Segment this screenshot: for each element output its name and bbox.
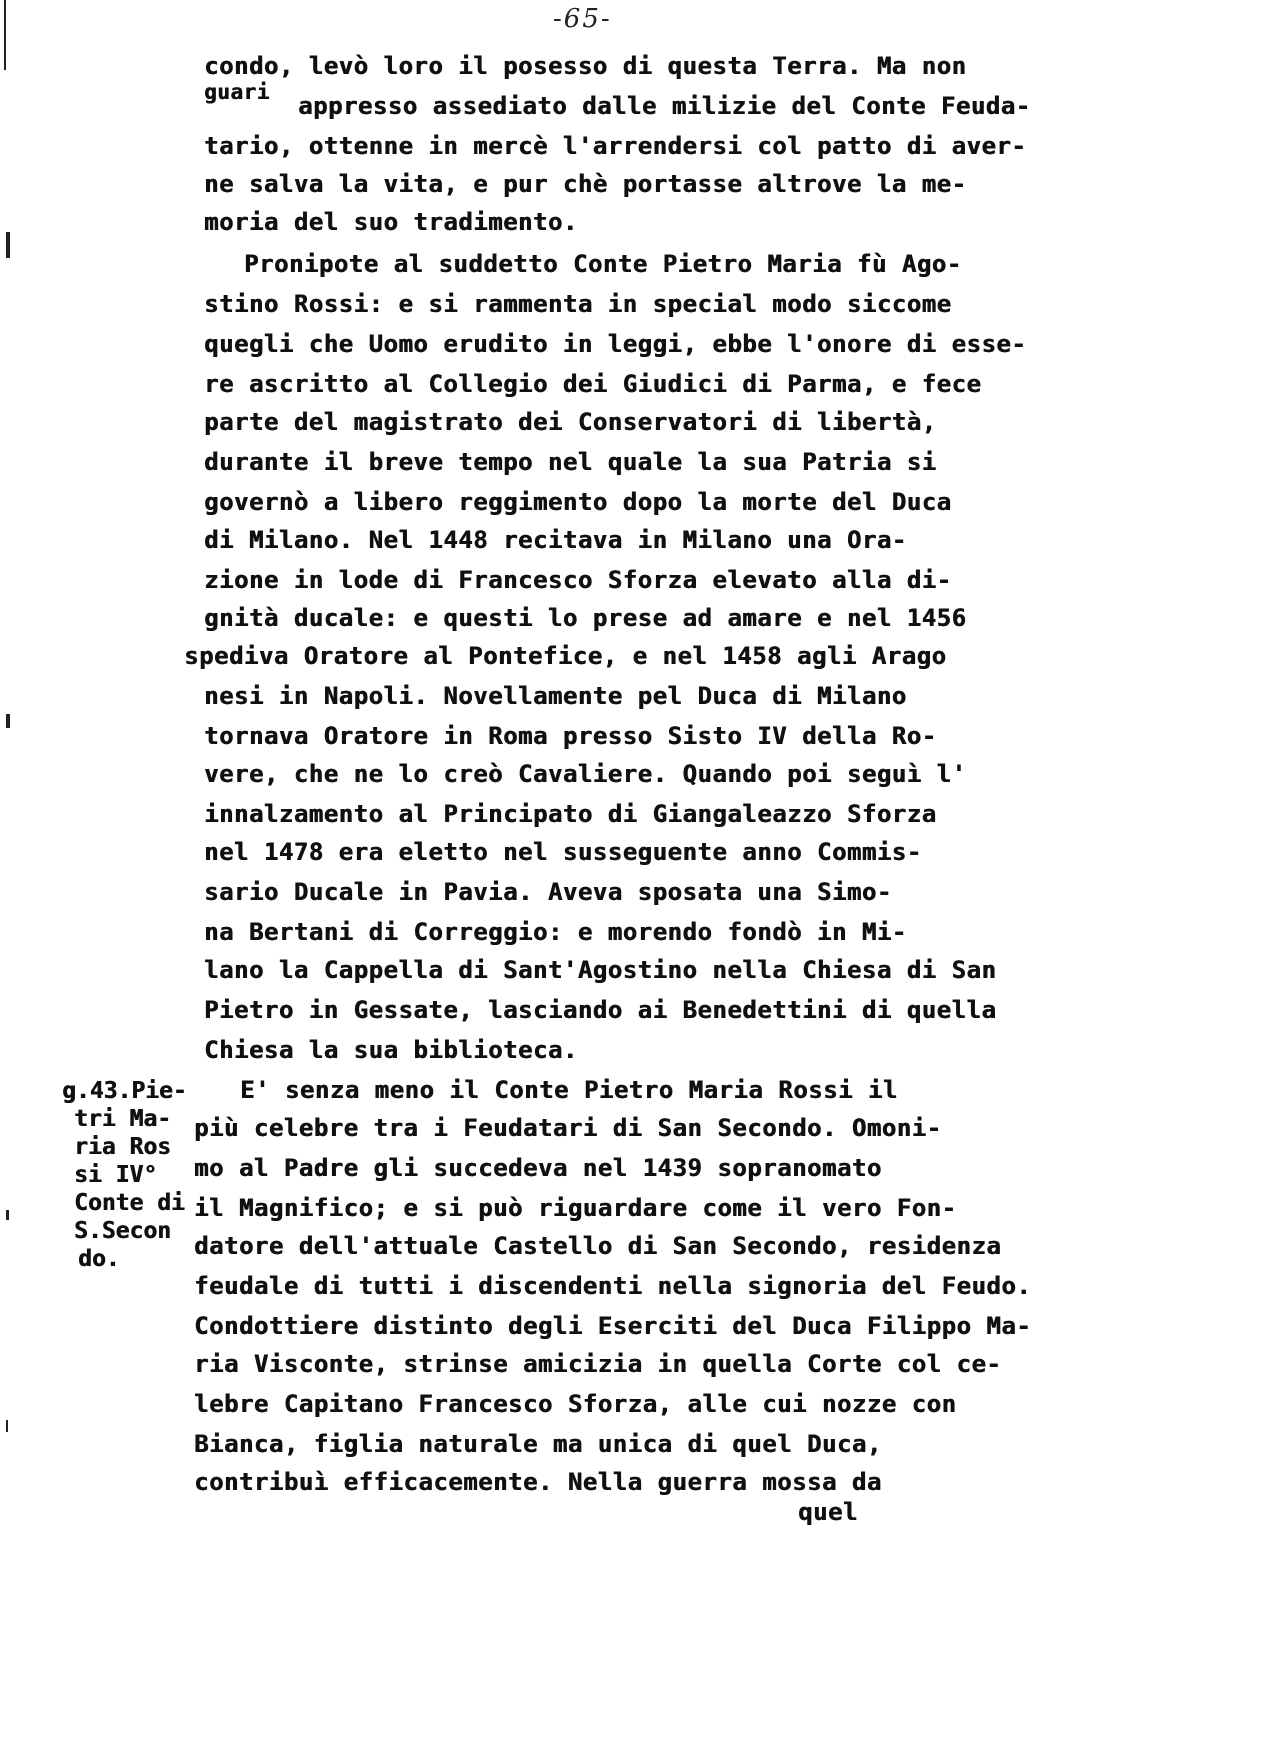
text-line: nel 1478 era eletto nel susseguente anno Commis- — [204, 838, 922, 866]
margin-note-line: g.43.Pie- — [62, 1078, 187, 1104]
text-line: re ascritto al Collegio dei Giudici di Parma, e fece — [204, 370, 982, 398]
text-line: stino Rossi: e si rammenta in special modo siccome — [204, 290, 952, 318]
text-line: ne salva la vita, e pur chè portasse altrove la me- — [204, 170, 967, 198]
text-line: Condottiere distinto degli Eserciti del Duca Filippo Ma- — [194, 1312, 1032, 1340]
margin-note-line: ria Ros — [74, 1134, 171, 1160]
text-line: vere, che ne lo creò Cavaliere. Quando poi seguì l' — [204, 760, 967, 788]
text-line: lano la Cappella di Sant'Agostino nella Chiesa di San — [204, 956, 997, 984]
text-line: quegli che Uomo erudito in leggi, ebbe l'onore di esse- — [204, 330, 1027, 358]
text-line: na Bertani di Correggio: e morendo fondò in Mi- — [204, 918, 907, 946]
text-line: moria del suo tradimento. — [204, 208, 578, 236]
text-line: gnità ducale: e questi lo prese ad amare e nel 1456 — [204, 604, 967, 632]
text-line: il Magnifico; e si può riguardare come il vero Fon- — [194, 1194, 957, 1222]
text-line: lebre Capitano Francesco Sforza, alle cui nozze con — [194, 1390, 957, 1418]
scan-edge-mark — [6, 714, 10, 728]
margin-note-line: do. — [78, 1246, 120, 1272]
text-line: tario, ottenne in mercè l'arrendersi col patto di aver- — [204, 132, 1027, 160]
text-line: spediva Oratore al Pontefice, e nel 1458 agli Arago — [184, 642, 947, 670]
page-number: -65- — [553, 4, 612, 34]
text-line: contribuì efficacemente. Nella guerra mossa da — [194, 1468, 882, 1496]
scan-edge-mark — [6, 1420, 8, 1432]
text-line: E' senza meno il Conte Pietro Maria Rossi il — [240, 1076, 898, 1104]
text-line: ria Visconte, strinse amicizia in quella Corte col ce- — [194, 1350, 1002, 1378]
text-line: governò a libero reggimento dopo la morte del Duca — [204, 488, 952, 516]
catchword: quel — [798, 1498, 858, 1526]
text-line: sario Ducale in Pavia. Aveva sposata una Simo- — [204, 878, 892, 906]
text-line: guari — [204, 80, 270, 104]
text-line: appresso assediato dalle milizie del Conte Feuda- — [298, 92, 1031, 120]
margin-note-line: tri Ma- — [74, 1106, 171, 1132]
text-line: zione in lode di Francesco Sforza elevato alla di- — [204, 566, 952, 594]
text-line: mo al Padre gli succedeva nel 1439 sopranomato — [194, 1154, 882, 1182]
text-line: condo, levò loro il posesso di questa Terra. Ma non — [204, 52, 967, 80]
text-line: Bianca, figlia naturale ma unica di quel Duca, — [194, 1430, 882, 1458]
text-line: durante il breve tempo nel quale la sua Patria si — [204, 448, 937, 476]
scan-edge-mark — [6, 1210, 9, 1220]
scan-edge-mark — [4, 0, 6, 70]
margin-note-line: si IV° — [74, 1162, 158, 1188]
margin-note-line: Conte di — [74, 1190, 185, 1216]
text-line: Chiesa la sua biblioteca. — [204, 1036, 578, 1064]
text-line: Pietro in Gessate, lasciando ai Benedettini di quella — [204, 996, 997, 1024]
text-line: innalzamento al Principato di Giangaleazzo Sforza — [204, 800, 937, 828]
text-line: tornava Oratore in Roma presso Sisto IV della Ro- — [204, 722, 937, 750]
margin-note-line: S.Secon — [74, 1218, 171, 1244]
text-line: feudale di tutti i discendenti nella signoria del Feudo. — [194, 1272, 1032, 1300]
text-line: più celebre tra i Feudatari di San Secondo. Omoni- — [194, 1114, 942, 1142]
text-line: di Milano. Nel 1448 recitava in Milano una Ora- — [204, 526, 907, 554]
scan-edge-mark — [6, 232, 10, 258]
text-line: nesi in Napoli. Novellamente pel Duca di Milano — [204, 682, 907, 710]
text-line: datore dell'attuale Castello di San Secondo, residenza — [194, 1232, 1002, 1260]
text-line: parte del magistrato dei Conservatori di libertà, — [204, 408, 937, 436]
text-line: Pronipote al suddetto Conte Pietro Maria fù Ago- — [244, 250, 962, 278]
